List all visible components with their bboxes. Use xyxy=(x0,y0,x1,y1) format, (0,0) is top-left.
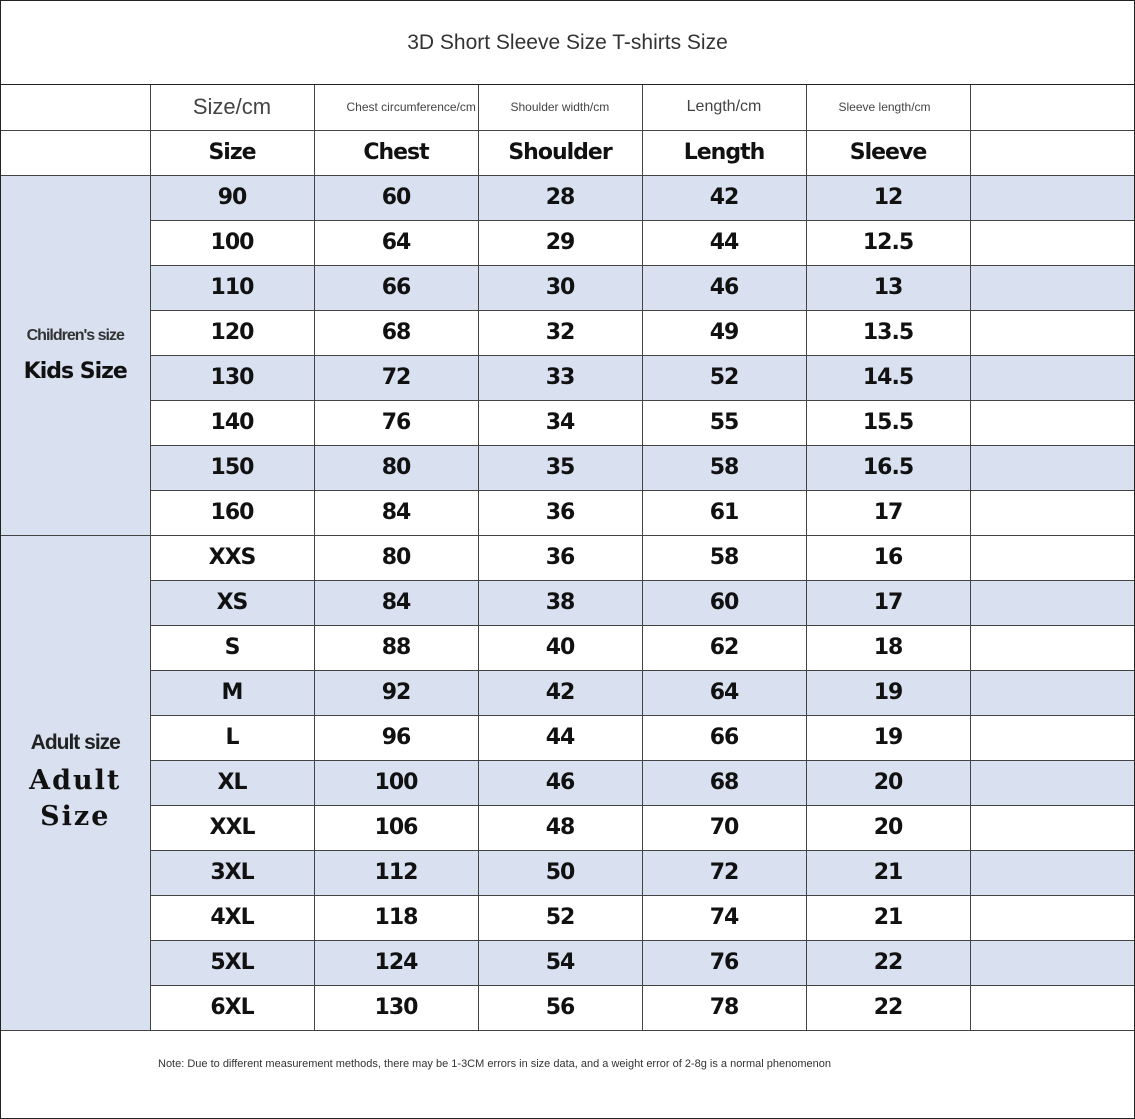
table-row xyxy=(1,895,1134,940)
table-row xyxy=(1,265,1134,310)
cell-chest: 92 xyxy=(314,670,478,715)
cell-chest: 76 xyxy=(314,400,478,445)
cell-sleeve: 14.5 xyxy=(806,355,970,400)
column-header-chest: Chest xyxy=(314,130,478,175)
empty-cell xyxy=(970,715,1134,760)
cell-shoulder: 56 xyxy=(478,985,642,1030)
column-header-shoulder: Shoulder xyxy=(478,130,642,175)
adult-label-main: Adult Size xyxy=(29,764,122,832)
cell-chest: 84 xyxy=(314,490,478,535)
column-header-row xyxy=(1,130,1134,175)
cell-chest: 112 xyxy=(314,850,478,895)
empty-cell xyxy=(970,85,1134,130)
empty-cell xyxy=(970,670,1134,715)
adult-label-small: Adult size xyxy=(30,730,120,754)
cell-length: 58 xyxy=(642,445,806,490)
cell-chest: 124 xyxy=(314,940,478,985)
table-row xyxy=(1,580,1134,625)
cell-length: 60 xyxy=(642,580,806,625)
cell-size: 120 xyxy=(150,310,314,355)
cell-shoulder: 46 xyxy=(478,760,642,805)
cell-size: M xyxy=(150,670,314,715)
cell-size: 110 xyxy=(150,265,314,310)
empty-cell xyxy=(970,310,1134,355)
cell-sleeve: 13.5 xyxy=(806,310,970,355)
table-row xyxy=(1,670,1134,715)
cell-shoulder: 48 xyxy=(478,805,642,850)
cell-sleeve: 22 xyxy=(806,940,970,985)
cell-size: XXL xyxy=(150,805,314,850)
cell-chest: 96 xyxy=(314,715,478,760)
empty-cell xyxy=(1,85,150,130)
cell-shoulder: 52 xyxy=(478,895,642,940)
cell-shoulder: 36 xyxy=(478,535,642,580)
table-row xyxy=(1,535,1134,580)
empty-cell xyxy=(970,265,1134,310)
cell-length: 66 xyxy=(642,715,806,760)
cell-length: 76 xyxy=(642,940,806,985)
cell-size: XXS xyxy=(150,535,314,580)
cell-shoulder: 30 xyxy=(478,265,642,310)
table-row xyxy=(1,310,1134,355)
empty-cell xyxy=(970,580,1134,625)
cell-shoulder: 50 xyxy=(478,850,642,895)
cell-size: 90 xyxy=(150,175,314,220)
table-row xyxy=(1,220,1134,265)
cell-length: 58 xyxy=(642,535,806,580)
table-row xyxy=(1,400,1134,445)
empty-cell xyxy=(970,760,1134,805)
empty-cell xyxy=(970,805,1134,850)
cell-size: 6XL xyxy=(150,985,314,1030)
cell-shoulder: 42 xyxy=(478,670,642,715)
cell-chest: 68 xyxy=(314,310,478,355)
cell-sleeve: 16.5 xyxy=(806,445,970,490)
cell-length: 42 xyxy=(642,175,806,220)
cell-sleeve: 22 xyxy=(806,985,970,1030)
column-header-size: Size xyxy=(150,130,314,175)
empty-cell xyxy=(970,850,1134,895)
cell-length: 44 xyxy=(642,220,806,265)
column-header-sleeve: Sleeve xyxy=(806,130,970,175)
unit-header-sleeve: Sleeve length/cm xyxy=(806,85,970,130)
cell-chest: 100 xyxy=(314,760,478,805)
cell-shoulder: 29 xyxy=(478,220,642,265)
cell-shoulder: 34 xyxy=(478,400,642,445)
cell-chest: 80 xyxy=(314,535,478,580)
unit-header-chest: Chest circumference/cm xyxy=(314,85,478,130)
table-row xyxy=(1,850,1134,895)
kids-group-label xyxy=(1,175,150,535)
empty-cell xyxy=(1,130,150,175)
empty-cell xyxy=(970,985,1134,1030)
cell-shoulder: 33 xyxy=(478,355,642,400)
cell-size: 3XL xyxy=(150,850,314,895)
cell-shoulder: 38 xyxy=(478,580,642,625)
cell-shoulder: 40 xyxy=(478,625,642,670)
cell-size: XS xyxy=(150,580,314,625)
cell-shoulder: 54 xyxy=(478,940,642,985)
kids-label-main: Kids Size xyxy=(23,358,127,384)
cell-size: S xyxy=(150,625,314,670)
table-row xyxy=(1,805,1134,850)
cell-sleeve: 17 xyxy=(806,580,970,625)
cell-sleeve: 19 xyxy=(806,670,970,715)
table-row xyxy=(1,715,1134,760)
cell-length: 74 xyxy=(642,895,806,940)
empty-cell xyxy=(970,895,1134,940)
cell-length: 62 xyxy=(642,625,806,670)
cell-sleeve: 13 xyxy=(806,265,970,310)
cell-length: 78 xyxy=(642,985,806,1030)
cell-size: XL xyxy=(150,760,314,805)
cell-chest: 88 xyxy=(314,625,478,670)
table-row xyxy=(1,625,1134,670)
cell-length: 61 xyxy=(642,490,806,535)
empty-cell xyxy=(970,355,1134,400)
cell-length: 46 xyxy=(642,265,806,310)
chart-title: 3D Short Sleeve Size T-shirts Size xyxy=(1,1,1134,85)
empty-cell xyxy=(970,535,1134,580)
empty-cell xyxy=(970,220,1134,265)
cell-chest: 60 xyxy=(314,175,478,220)
empty-cell xyxy=(970,175,1134,220)
table-row xyxy=(1,985,1134,1030)
cell-size: L xyxy=(150,715,314,760)
unit-header-row xyxy=(1,85,1134,130)
cell-shoulder: 32 xyxy=(478,310,642,355)
cell-sleeve: 12.5 xyxy=(806,220,970,265)
cell-sleeve: 18 xyxy=(806,625,970,670)
cell-shoulder: 35 xyxy=(478,445,642,490)
cell-size: 150 xyxy=(150,445,314,490)
empty-cell xyxy=(970,400,1134,445)
cell-chest: 106 xyxy=(314,805,478,850)
cell-sleeve: 12 xyxy=(806,175,970,220)
cell-chest: 64 xyxy=(314,220,478,265)
cell-sleeve: 16 xyxy=(806,535,970,580)
cell-sleeve: 19 xyxy=(806,715,970,760)
kids-label-small: Children's size xyxy=(26,326,124,344)
empty-cell xyxy=(970,625,1134,670)
cell-length: 52 xyxy=(642,355,806,400)
cell-size: 140 xyxy=(150,400,314,445)
cell-length: 49 xyxy=(642,310,806,355)
unit-header-shoulder: Shoulder width/cm xyxy=(478,85,642,130)
cell-shoulder: 28 xyxy=(478,175,642,220)
cell-chest: 118 xyxy=(314,895,478,940)
cell-length: 72 xyxy=(642,850,806,895)
cell-chest: 66 xyxy=(314,265,478,310)
cell-chest: 130 xyxy=(314,985,478,1030)
cell-shoulder: 36 xyxy=(478,490,642,535)
cell-size: 160 xyxy=(150,490,314,535)
cell-chest: 84 xyxy=(314,580,478,625)
footnote: Note: Due to different measurement methods, there may be 1-3CM errors in size data, and a weight error of 2-8g is a normal phenomenon xyxy=(158,1058,831,1070)
cell-length: 64 xyxy=(642,670,806,715)
adult-group-label xyxy=(1,535,150,1030)
table-row xyxy=(1,490,1134,535)
empty-cell xyxy=(970,490,1134,535)
cell-size: 5XL xyxy=(150,940,314,985)
table-row xyxy=(1,445,1134,490)
empty-cell xyxy=(970,445,1134,490)
empty-cell xyxy=(970,130,1134,175)
cell-sleeve: 20 xyxy=(806,760,970,805)
cell-shoulder: 44 xyxy=(478,715,642,760)
cell-chest: 72 xyxy=(314,355,478,400)
size-table xyxy=(1,85,1134,1031)
column-header-length: Length xyxy=(642,130,806,175)
cell-length: 68 xyxy=(642,760,806,805)
cell-length: 55 xyxy=(642,400,806,445)
unit-header-length: Length/cm xyxy=(642,85,806,130)
unit-header-size: Size/cm xyxy=(150,85,314,130)
empty-cell xyxy=(970,940,1134,985)
cell-sleeve: 17 xyxy=(806,490,970,535)
cell-size: 4XL xyxy=(150,895,314,940)
cell-sleeve: 20 xyxy=(806,805,970,850)
table-row xyxy=(1,175,1134,220)
cell-sleeve: 21 xyxy=(806,895,970,940)
cell-size: 100 xyxy=(150,220,314,265)
table-row xyxy=(1,355,1134,400)
cell-sleeve: 21 xyxy=(806,850,970,895)
cell-sleeve: 15.5 xyxy=(806,400,970,445)
cell-chest: 80 xyxy=(314,445,478,490)
cell-size: 130 xyxy=(150,355,314,400)
table-row xyxy=(1,940,1134,985)
cell-length: 70 xyxy=(642,805,806,850)
table-row xyxy=(1,760,1134,805)
